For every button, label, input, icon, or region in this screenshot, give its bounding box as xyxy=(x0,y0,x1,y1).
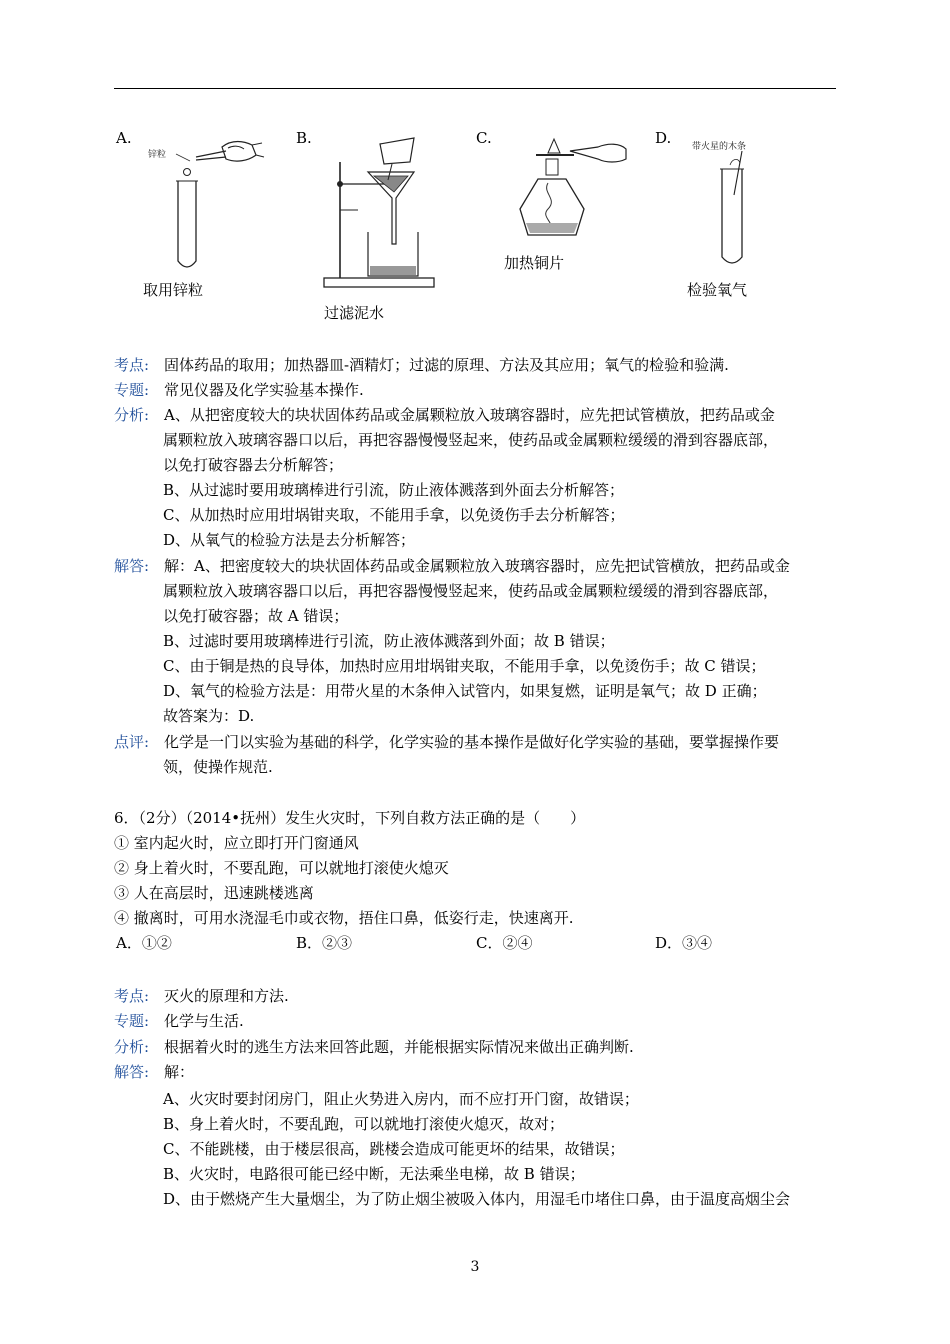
kaodian-label: 考点: xyxy=(114,356,150,374)
q6-kaodian-text: 灭火的原理和方法. xyxy=(164,987,289,1005)
q6-item: ① 室内起火时，应立即打开门窗通风 xyxy=(114,834,359,852)
q6-item: ③ 人在高层时，迅速跳楼逃离 xyxy=(114,884,314,902)
option-a-caption: 取用锌粒 xyxy=(143,281,204,299)
q5-jieda-line: 以免打破容器；故 A 错误； xyxy=(163,607,349,625)
option-b-caption: 过滤泥水 xyxy=(324,304,385,322)
q5-fenxi-line: D、从氧气的检验方法是去分析解答； xyxy=(163,531,416,549)
zhuanti-label: 专题: xyxy=(114,1012,150,1030)
q5-dianping-line: 化学是一门以实验为基础的科学，化学实验的基本操作是做好化学实验的基础，要掌握操作要 xyxy=(164,733,780,751)
q6-jieda-line: C、不能跳楼，由于楼层很高，跳楼会造成可能更坏的结果，故错误； xyxy=(163,1140,625,1158)
q6-fenxi-row xyxy=(114,1035,634,1059)
q6-choice-b: B．②③ xyxy=(296,934,353,952)
oxygen-test-illustration xyxy=(690,135,800,275)
option-d-letter: D. xyxy=(655,129,672,147)
q5-zhuanti-row xyxy=(114,378,364,402)
page-number: 3 xyxy=(470,1259,480,1275)
q6-stem: 6．（2分）（2014•抚州）发生火灾时，下列自救方法正确的是（ ） xyxy=(114,809,586,827)
filtration-illustration xyxy=(318,132,458,292)
q5-jieda-line: D、氧气的检验方法是：用带火星的木条伸入试管内，如果复燃，证明是氧气；故 D 正确； xyxy=(163,682,767,700)
jieda-label: 解答: xyxy=(114,1063,150,1081)
jieda-label: 解答: xyxy=(114,557,150,575)
q6-item: ② 身上着火时，不要乱跑，可以就地打滚使火熄灭 xyxy=(114,859,449,877)
q5-fenxi-line: 以免打破容器去分析解答； xyxy=(163,456,344,474)
q5-jieda-line: 解：A、把密度较大的块状固体药品或金属颗粒放入玻璃容器时，应先把试管横放，把药品或金 xyxy=(164,557,790,575)
heating-copper-illustration xyxy=(508,135,638,250)
q6-jieda-first: 解： xyxy=(164,1063,195,1081)
dianping-label: 点评: xyxy=(114,733,150,751)
option-b-letter: B. xyxy=(296,129,312,147)
q5-fenxi-line: 属颗粒放入玻璃容器口以后，再把容器慢慢竖起来，使药品或金属颗粒缓缓的滑到容器底部， xyxy=(163,431,779,449)
glowing-splint-label: 带火星的木条 xyxy=(692,142,747,152)
q6-fenxi-text: 根据着火时的逃生方法来回答此题，并能根据实际情况来做出正确判断. xyxy=(164,1038,634,1056)
header-rule xyxy=(114,88,836,89)
q6-item: ④ 撤离时，可用水浇湿毛巾或衣物，捂住口鼻，低姿行走，快速离开. xyxy=(114,909,574,927)
q6-jieda-line: B、火灾时，电路很可能已经中断，无法乘坐电梯，故 B 错误； xyxy=(163,1165,585,1183)
option-d-caption: 检验氧气 xyxy=(687,281,748,299)
option-c-letter: C. xyxy=(476,129,492,147)
q5-fenxi-line: C、从加热时应用坩埚钳夹取，不能用手拿，以免烫伤手去分析解答； xyxy=(163,506,625,524)
q6-choice-a: A．①② xyxy=(116,934,172,952)
q5-kaodian-row xyxy=(114,353,729,377)
zinc-granule-illustration xyxy=(140,135,270,275)
q6-jieda-row xyxy=(114,1060,194,1084)
q5-jieda-row xyxy=(114,554,790,578)
q5-kaodian-text: 固体药品的取用；加热器皿-酒精灯；过滤的原理、方法及其应用；氧气的检验和验满. xyxy=(164,356,729,374)
zinc-granule-label: 锌粒 xyxy=(148,150,167,160)
kaodian-label: 考点: xyxy=(114,987,150,1005)
q5-fenxi-line: A、从把密度较大的块状固体药品或金属颗粒放入玻璃容器时，应先把试管横放，把药品或金 xyxy=(164,406,775,424)
q6-jieda-line: A、火灾时要封闭房门，阻止火势进入房内，而不应打开门窗，故错误； xyxy=(163,1090,639,1108)
option-a-letter: A. xyxy=(116,129,132,147)
q6-jieda-line: B、身上着火时，不要乱跑，可以就地打滚使火熄灭，故对； xyxy=(163,1115,565,1133)
fenxi-label: 分析: xyxy=(114,1038,150,1056)
q6-zhuanti-text: 化学与生活. xyxy=(164,1012,244,1030)
q6-kaodian-row xyxy=(114,984,289,1008)
q6-choice-c: C．②④ xyxy=(476,934,533,952)
zhuanti-label: 专题: xyxy=(114,381,150,399)
q5-jieda-line: B、过滤时要用玻璃棒进行引流，防止液体溅落到外面；故 B 错误； xyxy=(163,632,615,650)
q5-fenxi-row xyxy=(114,403,775,427)
q5-dianping-line: 领，使操作规范. xyxy=(163,758,273,776)
q6-choice-d: D．③④ xyxy=(655,934,713,952)
q6-jieda-line: D、由于燃烧产生大量烟尘，为了防止烟尘被吸入体内，用湿毛巾堵住口鼻，由于温度高烟尘会 xyxy=(163,1190,791,1208)
q5-jieda-line: 属颗粒放入玻璃容器口以后，再把容器慢慢竖起来，使药品或金属颗粒缓缓的滑到容器底部， xyxy=(163,582,779,600)
q5-fenxi-line: B、从过滤时要用玻璃棒进行引流，防止液体溅落到外面去分析解答； xyxy=(163,481,625,499)
q5-dianping-row xyxy=(114,730,779,754)
q5-zhuanti-text: 常见仪器及化学实验基本操作. xyxy=(164,381,364,399)
option-c-caption: 加热铜片 xyxy=(504,254,565,272)
q5-jieda-line: 故答案为：D. xyxy=(163,707,255,725)
fenxi-label: 分析: xyxy=(114,406,150,424)
q5-jieda-line: C、由于铜是热的良导体，加热时应用坩埚钳夹取，不能用手拿，以免烫伤手；故 C 错误； xyxy=(163,657,766,675)
q6-zhuanti-row xyxy=(114,1009,244,1033)
